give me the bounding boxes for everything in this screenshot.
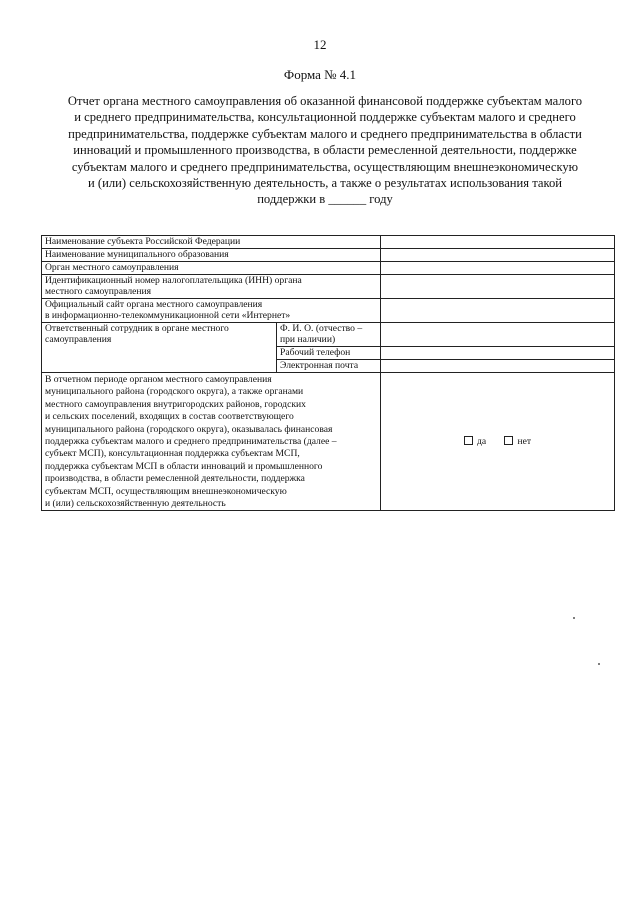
- no-label: нет: [517, 436, 532, 448]
- municipality-label: Наименование муниципального образования: [42, 249, 381, 262]
- inn-field[interactable]: [381, 275, 615, 299]
- local-authority-label: Орган местного самоуправления: [42, 262, 381, 275]
- table-row: [42, 323, 615, 347]
- heading-line: поддержки в ______ году: [257, 192, 393, 207]
- table-row: [42, 249, 615, 262]
- support-question: [42, 373, 381, 511]
- support-answer: [381, 373, 615, 511]
- table-row: [42, 299, 615, 323]
- inn-label-line: местного самоуправления: [45, 286, 152, 298]
- heading-line: предпринимательства, поддержке субъектам малого и среднего предпринимательства в области: [68, 126, 582, 141]
- heading-line: и (или) сельскохозяйственную деятельность, а также о результатах использования такой: [88, 176, 562, 191]
- phone-field[interactable]: [381, 347, 615, 360]
- support-question-line: муниципального района (городского округа), а также органами: [45, 386, 304, 398]
- scan-speck: [573, 617, 575, 619]
- local-authority-field[interactable]: [381, 262, 615, 275]
- page-number: 12: [313, 37, 327, 52]
- report-heading: [56, 93, 594, 208]
- email-label: Электронная почта: [277, 360, 381, 373]
- no-option[interactable]: [504, 436, 531, 447]
- support-question-line: муниципального района (городского округа), оказывалась финансовая: [45, 423, 333, 435]
- subject-name-label: Наименование субъекта Российской Федерации: [42, 236, 381, 249]
- table-row: [42, 262, 615, 275]
- responsible-label: [42, 323, 277, 373]
- inn-label-line: Идентификационный номер налогоплательщика (ИНН) органа: [45, 275, 302, 286]
- fio-label-line: при наличии): [280, 334, 336, 346]
- heading-line: инноваций и промышленного производства, в области ремесленной деятельности, поддержке: [73, 143, 577, 158]
- heading-line: и среднего предпринимательства, консультационной поддержке субъектам малого и среднего: [74, 110, 576, 125]
- report-form-table: [41, 235, 615, 511]
- website-label-line: в информационно-телекоммуникационной сети «Интернет»: [45, 310, 291, 322]
- phone-label: Рабочий телефон: [277, 347, 381, 360]
- website-field[interactable]: [381, 299, 615, 323]
- heading-line: субъектам малого и среднего предпринимательства, осуществляющим внешнеэкономическую: [71, 159, 579, 174]
- website-label: [42, 299, 381, 323]
- table-row: [42, 275, 615, 299]
- fio-field[interactable]: [381, 323, 615, 347]
- subject-name-field[interactable]: [381, 236, 615, 249]
- support-question-line: поддержка субъектам МСП в области инноваций и промышленного: [45, 460, 323, 472]
- form-title: Форма № 4.1: [283, 67, 357, 82]
- support-question-line: производства, в области ремесленной деятельности, поддержка: [45, 473, 305, 485]
- responsible-label-line: самоуправления: [45, 334, 112, 346]
- yes-label: да: [476, 436, 487, 448]
- website-label-line: Официальный сайт органа местного самоуправления: [45, 299, 263, 310]
- inn-label: [42, 275, 381, 299]
- municipality-field[interactable]: [381, 249, 615, 262]
- support-question-line: субъектам МСП, осуществляющим внешнеэкономическую: [45, 485, 287, 497]
- fio-label: [277, 323, 381, 347]
- responsible-label-line: Ответственный сотрудник в органе местного: [45, 323, 229, 334]
- support-question-line: субъект МСП), консультационная поддержка субъектам МСП,: [45, 448, 300, 460]
- support-question-line: и (или) сельскохозяйственную деятельность: [45, 498, 226, 510]
- scan-speck: [598, 663, 600, 665]
- fio-label-line: Ф. И. О. (отчество –: [280, 323, 363, 334]
- table-row: [42, 373, 615, 511]
- support-question-line: и сельских поселений, входящих в состав соответствующего: [45, 411, 294, 423]
- support-question-line: поддержка субъектам малого и среднего предпринимательства (далее –: [45, 436, 337, 448]
- heading-line: Отчет органа местного самоуправления об оказанной финансовой поддержке субъектам малого: [67, 94, 583, 108]
- checkbox-icon[interactable]: [464, 436, 473, 445]
- email-field[interactable]: [381, 360, 615, 373]
- table-row: [42, 236, 615, 249]
- support-question-line: местного самоуправления внутригородских районов, городских: [45, 398, 306, 410]
- support-question-line: В отчетном периоде органом местного самоуправления: [45, 374, 272, 385]
- yes-option[interactable]: [464, 436, 486, 447]
- checkbox-icon[interactable]: [504, 436, 513, 445]
